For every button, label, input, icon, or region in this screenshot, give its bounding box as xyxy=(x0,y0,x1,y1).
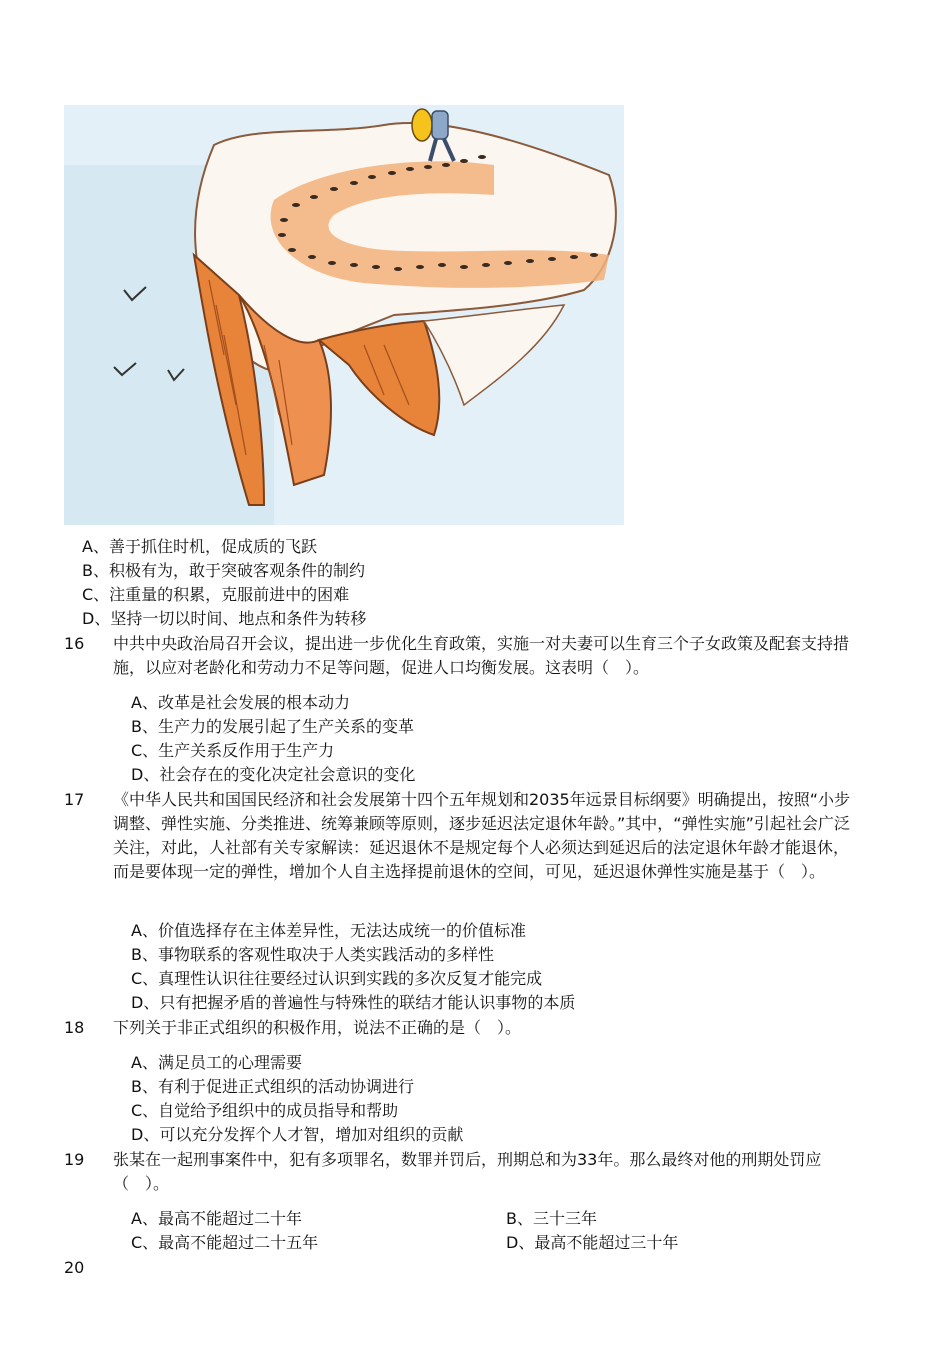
q16-option-b: B、生产力的发展引起了生产关系的变革 xyxy=(131,717,414,736)
q18-stem: 下列关于非正式组织的积极作用，说法不正确的是（ ）。 xyxy=(113,1018,522,1037)
cliff-illustration xyxy=(64,105,624,525)
q20-number: 20 xyxy=(64,1258,85,1277)
q19-option-c: C、最高不能超过二十五年 xyxy=(131,1233,319,1252)
q16-option-c: C、生产关系反作用于生产力 xyxy=(131,741,335,760)
q17-stem: 《中华人民共和国国民经济和社会发展第十四个五年规划和2035年远景目标纲要》明确提出，按照“小步调整、弹性实施、分类推进、统筹兼顾等原则，逐步延迟法定退休年龄。”其中，“弹性实施”引起社会广泛关注，对此，人社部有关专家解读：延迟退休不是规定每个人必须达到延迟后的法定退休年龄才能退休，而是要体现一定的弹性，增加个人自主选择提前退休的空间，可见，延迟退休弹性实施是基于（ ）。 xyxy=(113,790,851,881)
q18-option-d: D、可以充分发挥个人才智，增加对组织的贡献 xyxy=(131,1125,464,1144)
q19-stem: 张某在一起刑事案件中，犯有多项罪名，数罪并罚后，刑期总和为33年。那么最终对他的刑期处罚应（ ）。 xyxy=(113,1150,822,1193)
q17-option-a: A、价值选择存在主体差异性，无法达成统一的价值标准 xyxy=(131,921,526,940)
q19-option-d: D、最高不能超过三十年 xyxy=(506,1233,679,1252)
q18-option-b: B、有利于促进正式组织的活动协调进行 xyxy=(131,1077,414,1096)
q15-option-b: B、积极有为，敢于突破客观条件的制约 xyxy=(82,561,365,580)
q16-number: 16 xyxy=(64,634,85,653)
q16-option-d: D、社会存在的变化决定社会意识的变化 xyxy=(131,765,416,784)
q15-option-a: A、善于抓住时机，促成质的飞跃 xyxy=(82,537,317,556)
q18-number: 18 xyxy=(64,1018,85,1037)
q15-option-d: D、坚持一切以时间、地点和条件为转移 xyxy=(82,609,367,628)
q19-option-a: A、最高不能超过二十年 xyxy=(131,1209,302,1228)
q18-option-a: A、满足员工的心理需要 xyxy=(131,1053,302,1072)
q16-option-a: A、改革是社会发展的根本动力 xyxy=(131,693,350,712)
q19-number: 19 xyxy=(64,1150,85,1169)
q19-option-b: B、三十三年 xyxy=(506,1209,597,1228)
q16-stem: 中共中央政治局召开会议，提出进一步优化生育政策，实施一对夫妻可以生育三个子女政策及配套支持措施，以应对老龄化和劳动力不足等问题，促进人口均衡发展。这表明（ ）。 xyxy=(113,634,850,677)
q17-option-c: C、真理性认识往往要经过认识到实践的多次反复才能完成 xyxy=(131,969,543,988)
q17-option-d: D、只有把握矛盾的普遍性与特殊性的联结才能认识事物的本质 xyxy=(131,993,576,1012)
q15-option-c: C、注重量的积累，克服前进中的困难 xyxy=(82,585,350,604)
q17-option-b: B、事物联系的客观性取决于人类实践活动的多样性 xyxy=(131,945,494,964)
q18-option-c: C、自觉给予组织中的成员指导和帮助 xyxy=(131,1101,399,1120)
q17-number: 17 xyxy=(64,790,85,809)
